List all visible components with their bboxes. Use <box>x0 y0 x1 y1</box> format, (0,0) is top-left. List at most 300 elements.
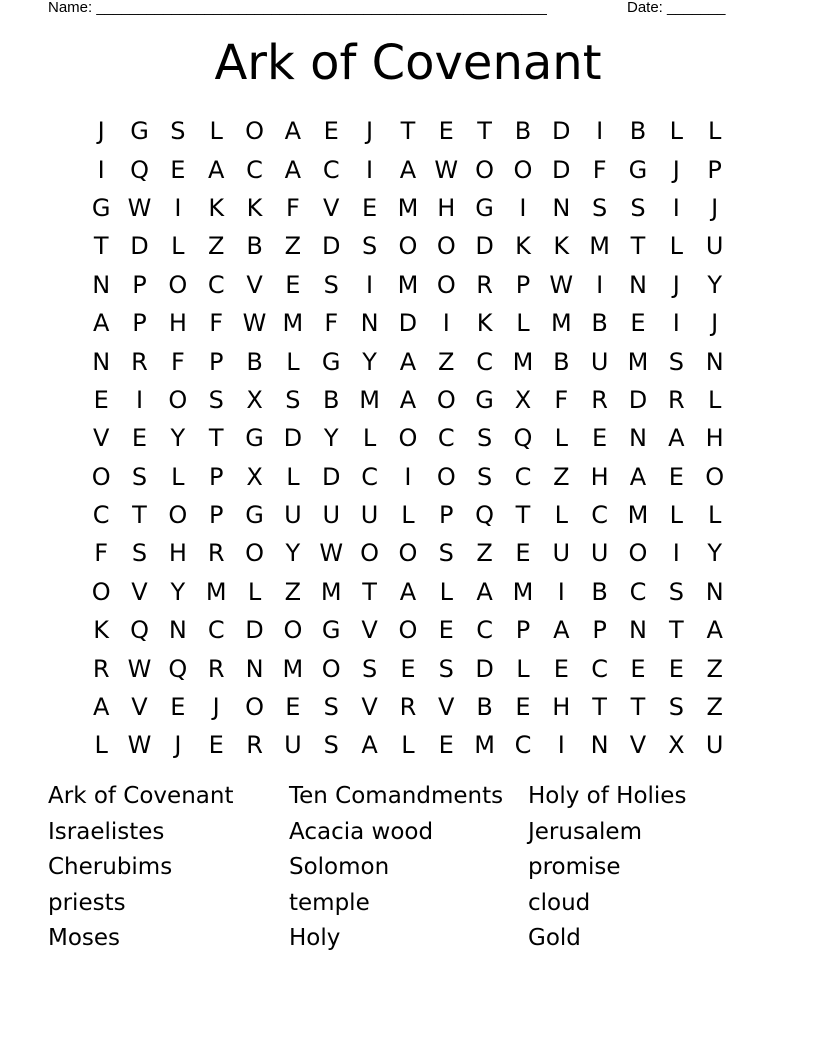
grid-letter: D <box>283 424 303 453</box>
grid-letter: I <box>557 731 565 760</box>
grid-letter: E <box>323 117 339 146</box>
grid-letter: G <box>130 117 149 146</box>
grid-letter: A <box>399 347 417 376</box>
grid-letter: I <box>519 193 527 222</box>
word-list-item: priests <box>48 889 126 916</box>
grid-letter: L <box>554 424 568 453</box>
grid-letter: D <box>398 309 418 338</box>
grid-letter: W <box>127 193 152 222</box>
grid-letter: J <box>97 117 105 146</box>
grid-letter: L <box>707 385 722 414</box>
grid-letter: C <box>437 424 455 453</box>
grid-letter: M <box>282 309 304 338</box>
letter-grid <box>82 112 734 765</box>
grid-letter: O <box>321 654 341 683</box>
grid-letter: S <box>592 193 608 222</box>
grid-letter: N <box>629 424 647 453</box>
grid-letter: F <box>94 539 109 568</box>
grid-letter: U <box>360 501 379 530</box>
grid-letter: S <box>476 424 493 453</box>
grid-letter: I <box>596 270 604 299</box>
grid-letter: J <box>672 270 680 299</box>
grid-letter: N <box>92 347 111 376</box>
grid-letter: L <box>554 501 568 530</box>
grid-letter: Y <box>170 577 186 606</box>
grid-letter: M <box>282 654 304 683</box>
grid-letter: J <box>711 193 719 222</box>
grid-letter: A <box>92 309 110 338</box>
grid-letter: V <box>92 424 110 453</box>
grid-letter: T <box>93 232 109 261</box>
grid-letter: T <box>630 232 646 261</box>
grid-letter: A <box>399 577 417 606</box>
grid-letter: S <box>438 539 454 568</box>
grid-letter: V <box>438 693 455 722</box>
grid-letter: E <box>131 424 148 453</box>
grid-letter: O <box>705 462 725 491</box>
grid-letter: O <box>436 462 456 491</box>
grid-letter: A <box>284 155 302 184</box>
grid-letter: L <box>439 577 453 606</box>
grid-letter: Q <box>130 616 149 645</box>
grid-letter: C <box>514 462 532 491</box>
grid-letter: P <box>208 347 224 376</box>
grid-letter: O <box>283 616 303 645</box>
grid-letter: U <box>284 731 302 760</box>
grid-letter: T <box>132 501 147 530</box>
grid-letter: D <box>321 462 341 491</box>
grid-letter: H <box>168 309 187 338</box>
grid-letter: P <box>208 501 224 530</box>
grid-letter: M <box>512 347 534 376</box>
grid-letter: Q <box>130 155 149 184</box>
grid-letter: P <box>439 501 454 530</box>
word-list-item: Acacia wood <box>289 818 434 845</box>
grid-letter: A <box>629 462 647 491</box>
grid-letter: O <box>168 501 188 530</box>
grid-letter: W <box>127 654 152 683</box>
grid-letter: L <box>247 577 262 606</box>
grid-letter: A <box>399 385 417 414</box>
grid-letter: A <box>706 616 723 645</box>
grid-letter: Y <box>707 539 722 568</box>
grid-letter: O <box>398 232 418 261</box>
word-list-item: Jerusalem <box>528 818 642 845</box>
grid-letter: S <box>131 462 148 491</box>
grid-letter: U <box>284 501 302 530</box>
grid-letter: B <box>514 117 532 146</box>
puzzle-title: Ark of Covenant <box>214 35 602 91</box>
word-list-item: Cherubims <box>48 854 173 881</box>
grid-letter: L <box>401 731 415 760</box>
grid-letter: L <box>209 117 223 146</box>
grid-letter: N <box>168 616 187 645</box>
grid-letter: W <box>127 731 152 760</box>
grid-letter: B <box>629 117 647 146</box>
grid-letter: T <box>208 424 224 453</box>
grid-letter: B <box>553 347 570 376</box>
grid-letter: Z <box>476 539 493 568</box>
grid-letter: I <box>366 270 374 299</box>
word-list-row <box>48 886 768 922</box>
grid-letter: G <box>321 616 341 645</box>
word-list-item: Moses <box>48 925 121 952</box>
grid-letter: K <box>208 193 225 222</box>
grid-letter: T <box>515 501 531 530</box>
grid-letter: D <box>552 117 571 146</box>
grid-letter: O <box>245 539 264 568</box>
grid-letter: I <box>442 309 450 338</box>
grid-letter: H <box>705 424 724 453</box>
grid-letter: E <box>630 654 646 683</box>
grid-letter: E <box>285 693 301 722</box>
grid-letter: P <box>592 616 607 645</box>
grid-letter: N <box>590 731 609 760</box>
word-list-item: Ark of Covenant <box>48 783 234 809</box>
grid-letter: B <box>323 385 340 414</box>
grid-letter: I <box>366 155 374 184</box>
grid-letter: U <box>590 347 609 376</box>
grid-letter: A <box>668 424 685 453</box>
grid-letter: L <box>286 462 300 491</box>
grid-letter: X <box>514 385 532 414</box>
grid-letter: S <box>323 731 339 760</box>
word-list-item: Holy <box>289 925 341 952</box>
grid-letter: D <box>628 385 648 414</box>
grid-letter: C <box>476 347 493 376</box>
grid-letter: A <box>399 155 417 184</box>
grid-letter: V <box>131 577 148 606</box>
grid-letter: B <box>591 309 608 338</box>
grid-letter: D <box>130 232 149 261</box>
grid-letter: V <box>246 270 263 299</box>
word-list-item: cloud <box>528 889 591 916</box>
grid-letter: V <box>131 693 148 722</box>
grid-letter: E <box>208 731 224 760</box>
grid-letter: E <box>93 385 109 414</box>
grid-letter: A <box>361 731 378 760</box>
grid-letter: K <box>515 232 531 261</box>
grid-letter: E <box>438 731 454 760</box>
grid-letter: E <box>553 654 569 683</box>
grid-letter: K <box>553 232 570 261</box>
grid-letter: M <box>397 270 419 299</box>
grid-letter: V <box>323 193 340 222</box>
grid-letter: R <box>207 654 225 683</box>
word-list-item: promise <box>528 854 621 881</box>
grid-letter: N <box>705 347 724 376</box>
grid-letter: S <box>630 193 646 222</box>
grid-letter: R <box>667 385 685 414</box>
grid-letter: Z <box>207 232 225 261</box>
grid-letter: O <box>398 424 418 453</box>
grid-letter: P <box>208 462 224 491</box>
grid-letter: F <box>592 155 607 184</box>
grid-letter: P <box>515 616 531 645</box>
grid-letter: L <box>171 232 185 261</box>
grid-letter: F <box>554 385 569 414</box>
grid-letter: M <box>397 193 419 222</box>
grid-letter: P <box>707 155 722 184</box>
grid-letter: E <box>515 539 531 568</box>
date-field-label: Date: _______ <box>627 0 726 16</box>
grid-letter: I <box>596 117 604 146</box>
grid-letter: D <box>475 654 494 683</box>
grid-letter: E <box>438 616 454 645</box>
grid-letter: L <box>516 309 530 338</box>
grid-letter: O <box>436 385 456 414</box>
grid-letter: R <box>131 347 148 376</box>
grid-letter: J <box>174 731 182 760</box>
grid-letter: Z <box>284 232 302 261</box>
grid-letter: N <box>629 616 647 645</box>
grid-letter: C <box>322 155 340 184</box>
word-list <box>48 779 768 957</box>
grid-letter: R <box>207 539 225 568</box>
grid-letter: E <box>400 654 416 683</box>
grid-letter: D <box>245 616 264 645</box>
grid-letter: T <box>477 117 492 146</box>
grid-letter: U <box>552 539 571 568</box>
grid-letter: H <box>552 693 571 722</box>
grid-letter: S <box>668 347 684 376</box>
grid-letter: L <box>669 232 684 261</box>
grid-letter: L <box>286 347 300 376</box>
word-list-row <box>48 921 768 957</box>
grid-letter: S <box>208 385 224 414</box>
grid-letter: G <box>91 193 111 222</box>
grid-letter: T <box>362 577 377 606</box>
grid-letter: W <box>242 309 267 338</box>
grid-letter: I <box>404 462 412 491</box>
grid-letter: Z <box>706 654 723 683</box>
grid-letter: S <box>285 385 301 414</box>
grid-letter: U <box>590 539 609 568</box>
grid-letter: W <box>434 155 459 184</box>
word-list-item: Holy of Holies <box>528 783 687 809</box>
grid-letter: X <box>246 462 263 491</box>
grid-letter: O <box>91 462 111 491</box>
grid-letter: J <box>366 117 374 146</box>
grid-letter: R <box>476 270 493 299</box>
grid-letter: P <box>132 270 147 299</box>
grid-letter: A <box>553 616 570 645</box>
grid-letter: C <box>92 501 110 530</box>
grid-letter: G <box>475 193 494 222</box>
grid-letter: V <box>629 731 647 760</box>
grid-letter: H <box>590 462 609 491</box>
grid-letter: W <box>549 270 574 299</box>
word-list-item: Israelistes <box>48 818 165 845</box>
worksheet-header <box>0 0 816 20</box>
grid-letter: D <box>475 232 494 261</box>
grid-letter: S <box>170 117 186 146</box>
grid-letter: R <box>591 385 608 414</box>
grid-letter: E <box>438 117 454 146</box>
grid-letter: S <box>438 654 454 683</box>
grid-letter: K <box>93 616 110 645</box>
grid-letter: C <box>476 616 493 645</box>
grid-letter: Q <box>168 654 188 683</box>
grid-letter: U <box>705 731 724 760</box>
grid-letter: A <box>284 117 302 146</box>
grid-letter: L <box>707 117 722 146</box>
grid-letter: M <box>627 501 649 530</box>
grid-letter: D <box>321 232 341 261</box>
grid-letter: M <box>320 577 342 606</box>
grid-letter: R <box>399 693 417 722</box>
grid-letter: F <box>324 309 339 338</box>
grid-letter: M <box>627 347 649 376</box>
grid-letter: Y <box>362 347 377 376</box>
grid-letter: S <box>476 462 493 491</box>
grid-letter: E <box>361 193 378 222</box>
grid-letter: P <box>515 270 531 299</box>
grid-letter: M <box>474 731 495 760</box>
grid-letter: S <box>668 693 684 722</box>
grid-letter: V <box>361 616 378 645</box>
grid-letter: G <box>245 424 264 453</box>
grid-letter: I <box>672 309 680 338</box>
grid-letter: Z <box>438 347 455 376</box>
grid-letter: B <box>246 232 263 261</box>
grid-letter: I <box>97 155 105 184</box>
word-list-item: Solomon <box>289 854 390 881</box>
word-list-row <box>48 850 768 886</box>
word-list-row <box>48 779 768 815</box>
grid-letter: O <box>245 693 264 722</box>
grid-letter: N <box>92 270 111 299</box>
grid-letter: L <box>171 462 185 491</box>
grid-letter: Q <box>513 424 533 453</box>
grid-letter: E <box>592 424 608 453</box>
grid-letter: S <box>361 232 378 261</box>
grid-letter: F <box>170 347 185 376</box>
grid-letter: T <box>400 117 416 146</box>
grid-letter: M <box>589 232 610 261</box>
grid-letter: B <box>246 347 263 376</box>
grid-letter: V <box>361 693 378 722</box>
grid-letter: G <box>475 385 494 414</box>
grid-letter: O <box>436 270 456 299</box>
grid-letter: T <box>592 693 607 722</box>
grid-letter: L <box>401 501 415 530</box>
grid-letter: S <box>323 693 339 722</box>
grid-letter: R <box>246 731 263 760</box>
grid-letter: C <box>246 155 263 184</box>
grid-letter: G <box>628 155 648 184</box>
grid-letter: L <box>94 731 108 760</box>
grid-letter: T <box>668 616 684 645</box>
grid-letter: M <box>550 309 572 338</box>
grid-letter: E <box>515 693 531 722</box>
grid-letter: C <box>361 462 378 491</box>
grid-letter: I <box>174 193 182 222</box>
grid-letter: U <box>322 501 341 530</box>
grid-letter: O <box>168 385 188 414</box>
grid-letter: C <box>591 654 609 683</box>
word-list-item: temple <box>289 889 370 916</box>
grid-letter: S <box>668 577 684 606</box>
grid-letter: C <box>207 270 225 299</box>
grid-letter: N <box>705 577 724 606</box>
grid-letter: I <box>672 193 680 222</box>
grid-letter: S <box>131 539 148 568</box>
grid-letter: Y <box>707 270 722 299</box>
grid-letter: J <box>711 309 719 338</box>
grid-letter: E <box>285 270 301 299</box>
grid-letter: E <box>668 462 684 491</box>
grid-letter: J <box>212 693 220 722</box>
grid-letter: N <box>245 654 264 683</box>
grid-letter: N <box>360 309 379 338</box>
grid-letter: I <box>672 539 680 568</box>
grid-letter: N <box>552 193 571 222</box>
grid-letter: Y <box>323 424 339 453</box>
grid-letter: F <box>285 193 300 222</box>
grid-letter: K <box>476 309 493 338</box>
grid-letter: Y <box>170 424 186 453</box>
grid-letter: E <box>170 155 186 184</box>
grid-letter: Z <box>553 462 570 491</box>
grid-letter: L <box>669 117 684 146</box>
grid-letter: O <box>628 539 648 568</box>
grid-letter: M <box>359 385 380 414</box>
grid-letter: A <box>92 693 110 722</box>
grid-letter: A <box>476 577 493 606</box>
grid-letter: L <box>516 654 530 683</box>
grid-letter: A <box>207 155 225 184</box>
grid-letter: C <box>207 616 225 645</box>
grid-letter: O <box>168 270 188 299</box>
grid-letter: O <box>513 155 533 184</box>
grid-letter: T <box>630 693 646 722</box>
grid-letter: Q <box>475 501 495 530</box>
grid-letter: X <box>246 385 263 414</box>
grid-letter: C <box>514 731 532 760</box>
grid-letter: E <box>170 693 186 722</box>
grid-letter: O <box>475 155 495 184</box>
grid-letter: B <box>591 577 608 606</box>
grid-letter: O <box>245 117 264 146</box>
grid-letter: N <box>629 270 647 299</box>
grid-letter: O <box>398 616 418 645</box>
grid-letter: E <box>668 654 684 683</box>
grid-letter: O <box>398 539 418 568</box>
grid-letter: Z <box>284 577 302 606</box>
grid-letter: B <box>476 693 493 722</box>
grid-letter: I <box>557 577 565 606</box>
grid-letter: F <box>209 309 224 338</box>
grid-letter: C <box>591 501 609 530</box>
grid-letter: C <box>629 577 647 606</box>
grid-letter: O <box>360 539 380 568</box>
grid-letter: M <box>512 577 534 606</box>
word-list-item: Ten Comandments <box>289 783 504 809</box>
grid-letter: I <box>135 385 144 414</box>
grid-letter: U <box>705 232 724 261</box>
grid-letter: G <box>321 347 341 376</box>
grid-letter: D <box>552 155 571 184</box>
grid-letter: L <box>669 501 684 530</box>
grid-letter: E <box>630 309 646 338</box>
word-list-item: Gold <box>528 925 581 952</box>
grid-letter: O <box>436 232 456 261</box>
grid-letter: M <box>205 577 227 606</box>
grid-letter: Z <box>706 693 723 722</box>
grid-letter: H <box>168 539 187 568</box>
grid-letter: S <box>361 654 378 683</box>
